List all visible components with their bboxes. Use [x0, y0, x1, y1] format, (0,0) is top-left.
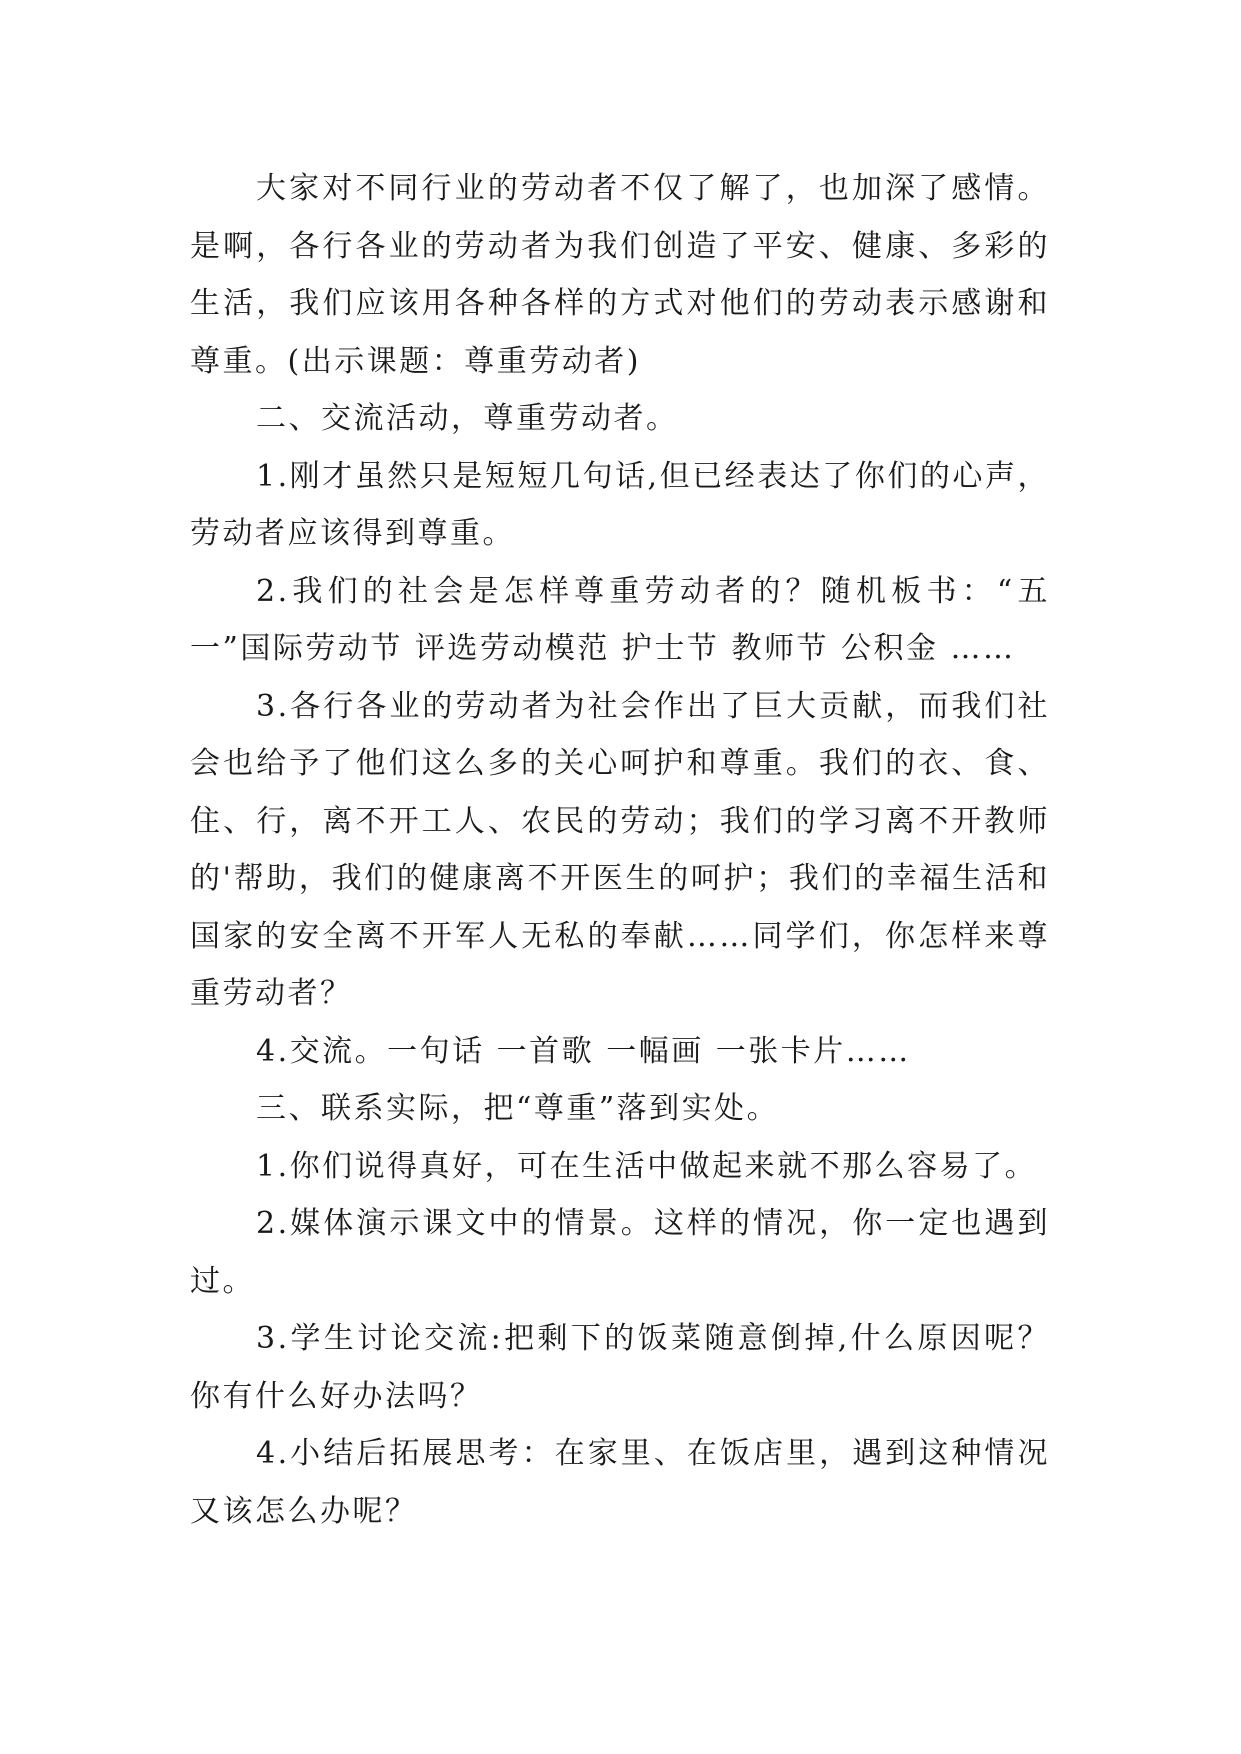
document-page: [190, 160, 1050, 1540]
section-heading-3: 三、联系实际，把“尊重”落到实处。: [256, 1091, 780, 1126]
paragraph-intro: 大家对不同行业的劳动者不仅了解了，也加深了感情。是啊，各行各业的劳动者为我们创造了平安、健康、多彩的生活，我们应该用各种各样的方式对他们的劳动表示感谢和尊重。(出示课题：尊重劳动者): [190, 171, 1050, 379]
paragraph-3-3: 3.学生讨论交流:把剩下的饭菜随意倒掉,什么原因呢？你有什么好办法吗？: [190, 1321, 1050, 1414]
section-heading-2: 二、交流活动，尊重劳动者。: [256, 401, 679, 436]
paragraph-2-3: 3.各行各业的劳动者为社会作出了巨大贡献，而我们社会也给予了他们这么多的关心呵护和尊重。我们的衣、食、住、行，离不开工人、农民的劳动；我们的学习离不开教师的'帮助，我们的健康离不开医生的呵护；我们的幸福生活和国家的安全离不开军人无私的奉献……同学们，你怎样来尊重劳动者？: [190, 688, 1050, 1011]
paragraph-2-2: 2.我们的社会是怎样尊重劳动者的？随机板书：“五一”国际劳动节 评选劳动模范 护士节 教师节 公积金 ……: [190, 573, 1050, 666]
paragraph-3-2: 2.媒体演示课文中的情景。这样的情况，你一定也遇到过。: [190, 1206, 1050, 1299]
paragraph-3-4: 4.小结后拓展思考：在家里、在饭店里，遇到这种情况又该怎么办呢？: [190, 1436, 1050, 1529]
paragraph-2-4: 4.交流。一句话 一首歌 一幅画 一张卡片……: [256, 1033, 911, 1069]
paragraph-3-1: 1.你们说得真好，可在生活中做起来就不那么容易了。: [256, 1148, 1038, 1184]
paragraph-2-1: 1.刚才虽然只是短短几句话,但已经表达了你们的心声，劳动者应该得到尊重。: [190, 458, 1050, 551]
